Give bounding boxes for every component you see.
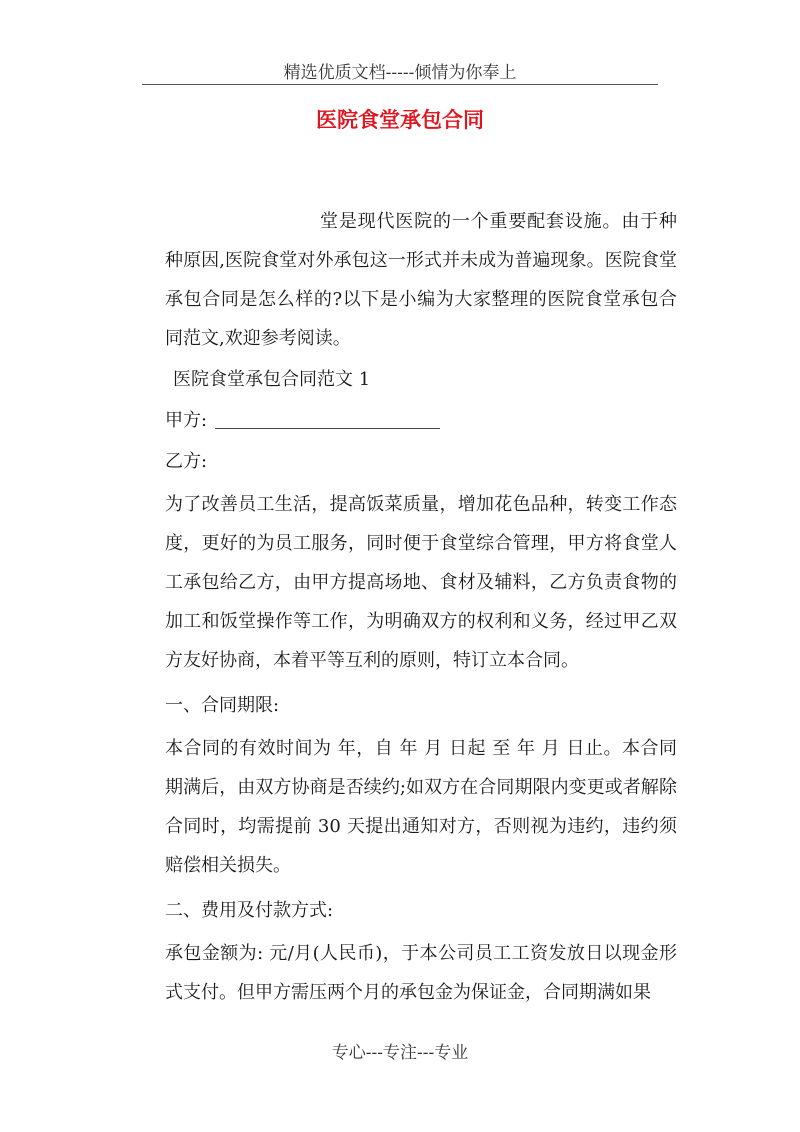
- section-1-title: 一、合同期限:: [165, 695, 280, 716]
- document-body: [165, 202, 677, 1012]
- purpose-paragraph: 为了改善员工生活，提高饭菜质量，增加花色品种，转变工作态度，更好的为员工服务，同时便于食堂综合管理，甲方将食堂人工承包给乙方，由甲方提高场地、食材及辅料，乙方负责食物的加工和饭堂操作等工作，为明确双方的权利和义务，经过甲乙双方友好协商，本着平等互利的原则，特订立本合同。: [165, 494, 677, 671]
- party-a-blank: [215, 427, 440, 429]
- document-title: 医院食堂承包合同: [316, 107, 484, 132]
- page-header: 精选优质文档-----倾情为你奉上: [283, 63, 517, 83]
- party-a-line: [165, 401, 677, 440]
- party-a-label: 甲方:: [165, 410, 208, 431]
- page-footer: 专心---专注---专业: [331, 1043, 469, 1063]
- section-2-title: 二、费用及付款方式:: [165, 900, 334, 921]
- intro-paragraph: 堂是现代医院的一个重要配套设施。由于种种原因,医院食堂对外承包这一形式并未成为普遍现象。医院食堂承包合同是怎么样的?以下是小编为大家整理的医院食堂承包合同范文,欢迎参考阅读。: [165, 211, 677, 349]
- header-rule: [142, 84, 658, 85]
- section-1-paragraph: 本合同的有效时间为 年，自 年 月 日起 至 年 月 日止。本合同期满后，由双方协商是否续约;如双方在合同期限内变更或者解除合同时，均需提前 30 天提出通知对方，否则视为违约，违约须赔偿相关损失。: [165, 738, 677, 876]
- sample-title: 医院食堂承包合同范文 1: [173, 369, 371, 390]
- party-b-label: 乙方:: [165, 451, 208, 472]
- section-2-paragraph: 承包金额为: 元/月(人民币)，于本公司员工工资发放日以现金形式支付。但甲方需压两个月的承包金为保证金，合同期满如果: [165, 943, 677, 1003]
